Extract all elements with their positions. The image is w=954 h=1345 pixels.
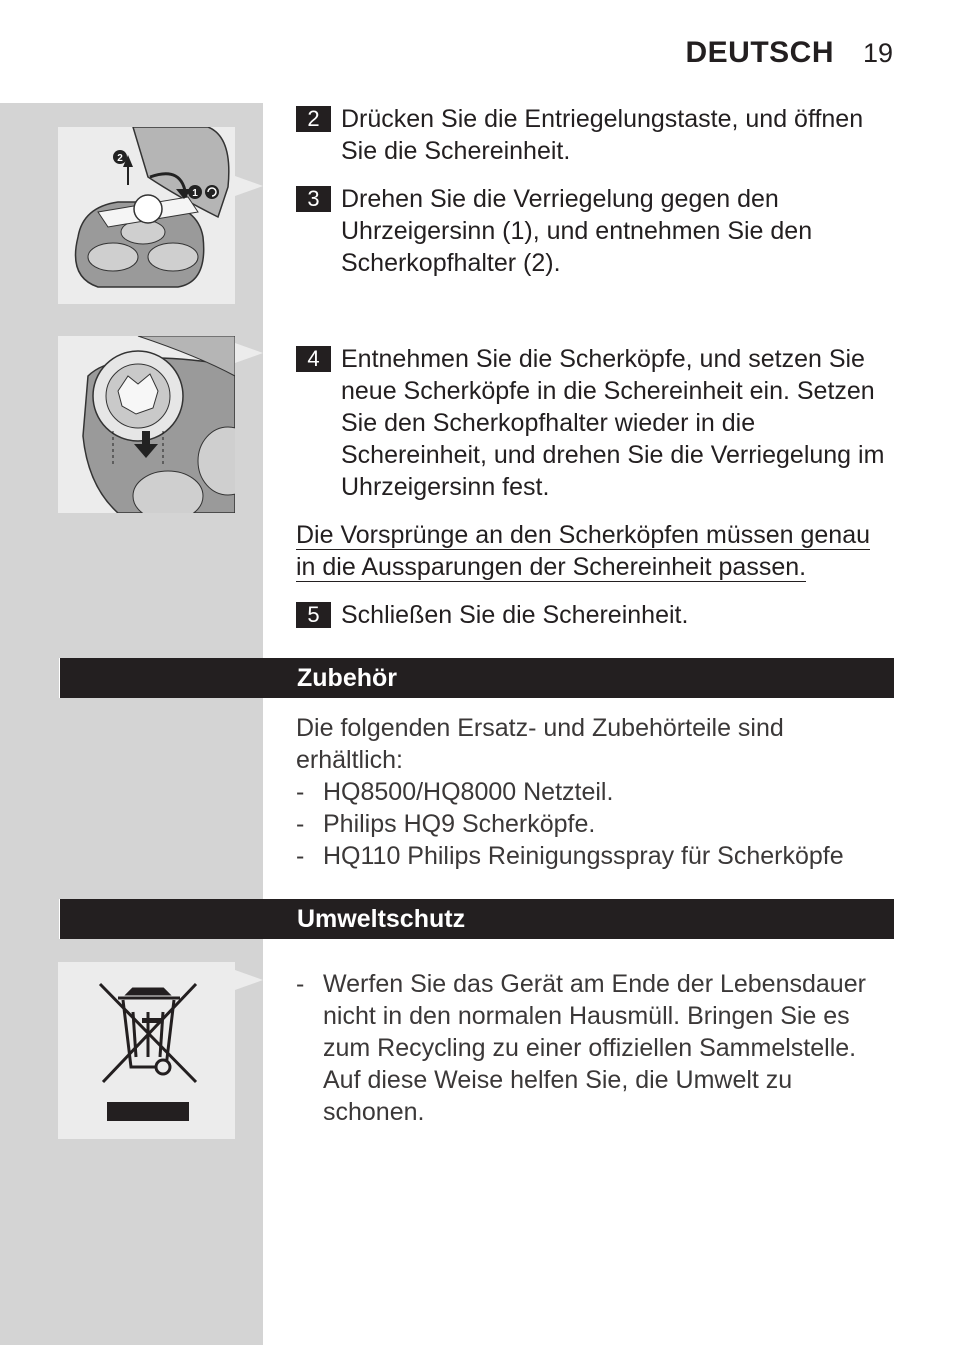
list-item: - HQ110 Philips Reinigungsspray für Scherköpfe	[296, 842, 844, 870]
page-title: DEUTSCH	[685, 36, 834, 69]
figure-unlock-shaving-unit	[58, 127, 235, 304]
step-text: Drehen Sie die Verriegelung gegen den Uhrzeigersinn (1), und entnehmen Sie den Scherkopfhalter (2).	[341, 185, 813, 277]
list-item: - HQ8500/HQ8000 Netzteil.	[296, 778, 614, 806]
environment-content	[296, 968, 896, 1128]
accessories-intro: Die folgenden Ersatz- und Zubehörteile sind erhältlich:	[296, 714, 784, 774]
weee-crossed-bin-icon	[58, 962, 235, 1139]
step-number: 5	[296, 602, 331, 628]
step-number: 2	[296, 106, 331, 132]
list-item: - Werfen Sie das Gerät am Ende der Lebensdauer nicht in den normalen Hausmüll. Bringen Sie es zum Recycling zu einer offiziellen Sammelstelle. Auf diese Weise helfen Sie, die Umwelt zu schonen.	[296, 970, 866, 1126]
section-title: Umweltschutz	[297, 905, 466, 933]
section-header-accessories	[59, 658, 894, 698]
figure-replace-shaving-heads	[58, 336, 235, 513]
step-text: Entnehmen Sie die Scherköpfe, und setzen Sie neue Scherköpfe in die Schereinheit ein. Setzen Sie den Scherkopfhalter wieder in die Schereinheit, und drehen Sie die Verriegelung im Uhrzeigersinn fest.	[341, 345, 885, 501]
instruction-step	[296, 103, 896, 167]
instruction-step	[296, 183, 896, 279]
note-text: Die Vorsprünge an den Scherköpfen müssen genau in die Aussparungen der Schereinheit passen.	[296, 521, 870, 581]
figure-label-2: 2	[117, 153, 123, 164]
section-title: Zubehör	[297, 664, 397, 692]
figure-pointer	[235, 176, 263, 196]
figure-label-1: 1	[192, 188, 198, 199]
step-text: Drücken Sie die Entriegelungstaste, und öffnen Sie die Schereinheit.	[341, 105, 864, 165]
step-number: 3	[296, 186, 331, 212]
figure-pointer	[235, 970, 263, 990]
instruction-step	[296, 343, 896, 503]
figure-pointer	[235, 343, 263, 363]
accessories-content	[296, 712, 896, 872]
list-item: - Philips HQ9 Scherköpfe.	[296, 810, 596, 838]
page-number: 19	[862, 38, 893, 68]
section-header-environment	[59, 899, 894, 939]
step-number: 4	[296, 346, 331, 372]
instruction-step	[296, 599, 896, 631]
important-note	[296, 519, 896, 583]
step-text: Schließen Sie die Schereinheit.	[341, 601, 689, 629]
